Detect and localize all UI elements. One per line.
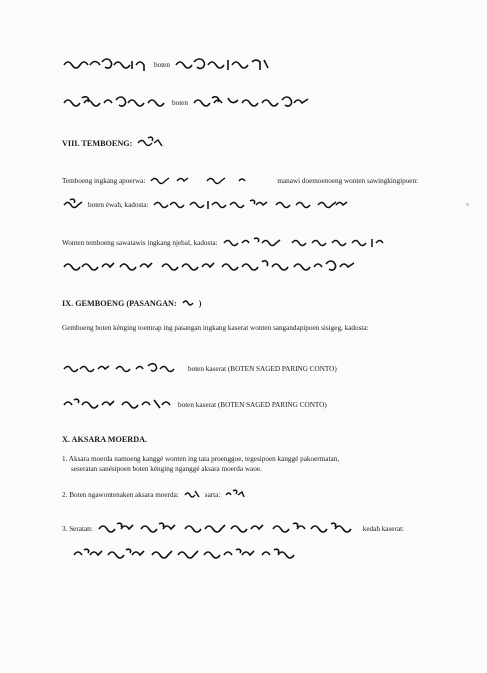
heading-text: IX. GEMBOENG (PASANGAN: [62,298,177,308]
javanese-line-2 [62,94,312,112]
latin-text: Temboeng ingkang apoerwa: [62,176,146,185]
javanese-examples-row [62,258,362,276]
javanese-glyphs-icon [174,56,270,74]
heading-text: X. AKSARA MOERDA. [62,434,148,444]
gemboeng-paragraph: Gemboeng boten kénging toemrap ing pasangan ingkang kaserat wonten sangandapipoen sisigeg, kadosta: [62,324,369,332]
javanese-glyphs-icon [62,94,168,112]
section-x-heading [62,430,147,448]
javanese-glyphs-icon [192,94,312,112]
boten-ewah-line [62,196,402,214]
javanese-glyphs-icon [136,136,164,150]
item-1-continuation [71,460,262,478]
javanese-glyphs-icon [224,488,246,502]
javanese-glyphs-icon [62,361,184,377]
javanese-glyphs-icon [181,297,195,309]
javanese-glyphs-icon [72,546,304,564]
item-3-javanese-continuation [72,546,304,564]
javanese-glyphs-icon [97,520,359,538]
latin-word: boten [172,98,188,107]
boten-kaserat-line-2 [62,396,327,414]
javanese-glyphs-icon [62,396,174,414]
latin-text: manawi doemoenoeng wonten sawingkingipoen: [277,176,419,185]
item-2-line [62,486,246,504]
latin-text: seseratan sanésipoen boten kénging nganggé aksara moerda waoe. [71,464,262,473]
javanese-glyphs-icon [222,235,392,251]
latin-text: 2. Boten ngawontenaken aksara moerda: [62,490,179,499]
latin-word: boten [154,60,170,69]
latin-text: 3. Seratan: [62,524,93,533]
latin-text: 1. Aksara moerda namoeng kanggé wonten ing tata proenggoe, tegesipoen kanggé pakoermatan, [62,454,340,463]
scan-mark [466,203,469,206]
javanese-line-1 [62,56,270,74]
section-viii-heading [62,134,164,152]
latin-text: boten kaserat (BOTEN SAGED PARING CONTO) [178,400,327,409]
boten-kaserat-line-1 [62,360,337,378]
latin-text: Wonten temboeng sawatawis ingkang njebal, kadosta: [62,238,218,247]
javanese-glyphs-icon [152,197,402,213]
javanese-glyphs-icon [62,258,362,276]
temboeng-apoerwa-line [62,172,418,190]
heading-text: ) [198,298,202,308]
latin-text: kedah kaserat: [362,524,405,533]
heading-text: VIII. TEMBOENG: [62,138,133,148]
latin-text: sarta: [204,490,221,499]
javanese-glyphs-icon [62,56,150,74]
section-ix-heading [62,294,201,312]
item-3-line [62,520,404,538]
javanese-glyphs-icon [149,174,273,188]
latin-text: boten kaserat (BOTEN SAGED PARING CONTO) [188,364,337,373]
javanese-glyphs-icon [62,197,84,213]
wonten-temboeng-line [62,234,392,252]
javanese-glyphs-icon [183,488,201,502]
latin-text: boten éwah, kadosta: [88,200,149,209]
